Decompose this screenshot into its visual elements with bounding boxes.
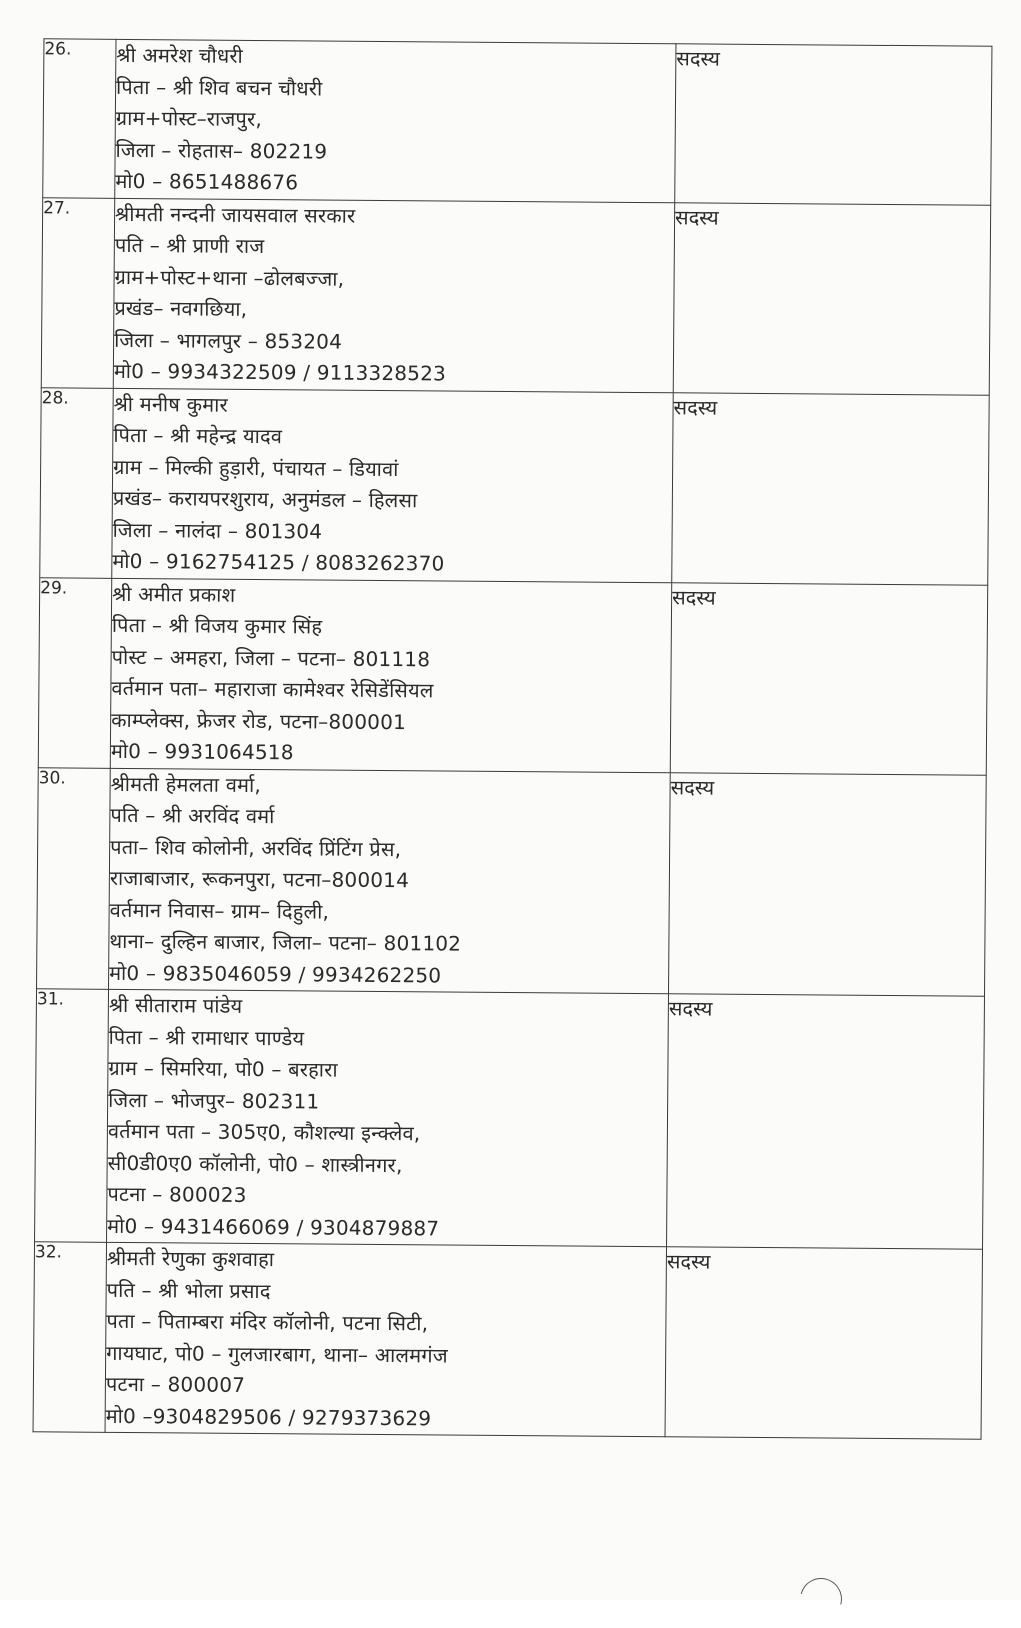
member-detail-line: जिला – भोजपुर– 802311: [108, 1087, 320, 1113]
member-detail-line: पटना – 800023: [107, 1181, 247, 1207]
member-detail-line: प्रखंड– करायपरशुराय, अनुमंडल – हिलसा: [112, 485, 418, 513]
member-detail-line: मो0 – 9162754125 / 8083262370: [112, 548, 445, 576]
member-detail-line: काम्प्लेक्स, फ्रेजर रोड, पटना–800001: [111, 707, 407, 734]
member-detail-line: पिता – श्री शिव बचन चौधरी: [116, 74, 323, 100]
member-name: श्री अमीत प्रकाश: [112, 581, 236, 607]
member-detail-line: पिता – श्री महेन्द्र यादव: [113, 422, 283, 449]
member-role: सदस्य: [670, 582, 987, 774]
member-detail-line: वर्तमान पता – 305ए0, कौशल्या इन्क्लेव,: [107, 1118, 421, 1146]
serial-number: 28.: [40, 387, 113, 578]
member-detail-line: ग्राम – मिल्की हुड़ारी, पंचायत – डियावां: [113, 454, 399, 481]
member-name: श्री सीताराम पांडेय: [108, 992, 243, 1018]
member-details: [112, 388, 673, 582]
member-name: श्री मनीष कुमार: [113, 391, 229, 417]
member-detail-line: पता– शिव कोलोनी, अरविंद प्रिंटिंग प्रेस,: [110, 834, 402, 861]
member-detail-line: पोस्ट – अमहरा, जिला – पटना– 801118: [111, 644, 431, 671]
member-detail-line: पिता – श्री विजय कुमार सिंह: [111, 612, 323, 639]
member-detail-line: सी0डी0ए0 कॉलोनी, पो0 – शास्त्रीनगर,: [107, 1150, 403, 1177]
member-detail-line: पति – श्री प्राणी राज: [114, 232, 265, 259]
member-row: [38, 577, 987, 774]
serial-number: 26.: [43, 39, 116, 198]
member-detail-line: ग्राम – सिमरिया, पो0 – बरहारा: [108, 1055, 338, 1082]
member-details: [107, 989, 669, 1246]
member-detail-line: मो0 – 9931064518: [110, 738, 294, 765]
serial-number: 31.: [35, 989, 109, 1243]
members-table-body: [33, 39, 992, 1439]
member-role: सदस्य: [665, 1247, 982, 1439]
member-role: सदस्य: [672, 392, 989, 584]
member-role: सदस्य: [675, 44, 992, 205]
serial-number: 32.: [33, 1242, 106, 1433]
member-detail-line: वर्तमान पता– महाराजा कामेश्वर रेसिडेंसियल: [111, 675, 434, 703]
member-row: [33, 1242, 982, 1439]
member-name: श्री अमरेश चौधरी: [116, 42, 244, 68]
members-table: [33, 38, 993, 1439]
member-detail-line: पति – श्री भोला प्रसाद: [106, 1277, 271, 1303]
member-detail-line: मो0 – 8651488676: [115, 168, 299, 195]
serial-number: 30.: [37, 767, 111, 989]
member-detail-line: पिता – श्री रामाधार पाण्डेय: [108, 1024, 305, 1050]
member-detail-line: प्रखंड– नवगछिया,: [114, 295, 248, 321]
member-name: श्रीमती नन्दनी जायसवाल सरकार: [115, 201, 356, 228]
member-detail-line: पति – श्री अरविंद वर्मा: [110, 802, 275, 829]
member-detail-line: थाना– दुल्हिन बाजार, जिला– पटना– 801102: [109, 928, 462, 956]
member-detail-line: ग्राम+पोस्ट–राजपुर,: [115, 105, 263, 132]
member-detail-line: मो0 – 9431466069 / 9304879887: [107, 1213, 440, 1240]
partial-stamp-mark: [792, 1570, 849, 1627]
member-name: श्रीमती रेणुका कुशवाहा: [106, 1245, 275, 1272]
member-details: [110, 578, 671, 772]
member-details: [115, 39, 676, 202]
member-row: [37, 767, 987, 996]
member-row: [43, 39, 992, 205]
member-details: [113, 198, 674, 392]
member-name: श्रीमती हेमलता वर्मा,: [110, 771, 262, 797]
member-detail-line: जिला – नालंदा – 801304: [112, 517, 323, 543]
member-detail-line: मो0 – 9934322509 / 9113328523: [113, 358, 447, 386]
serial-number: 29.: [38, 577, 111, 768]
member-detail-line: मो0 –9304829506 / 9279373629: [105, 1403, 432, 1430]
member-detail-line: पता – पिताम्बरा मंदिर कॉलोनी, पटना सिटी,: [106, 1308, 429, 1336]
member-row: [41, 197, 990, 394]
member-detail-line: पटना – 800007: [105, 1371, 246, 1397]
member-role: सदस्य: [673, 202, 990, 394]
member-detail-line: राजाबाजार, रूकनपुरा, पटना–800014: [109, 865, 410, 893]
member-detail-line: मो0 – 9835046059 / 9934262250: [109, 960, 442, 987]
member-row: [35, 989, 985, 1249]
member-detail-line: ग्राम+पोस्ट+थाना –ढोलबज्जा,: [114, 264, 345, 291]
member-detail-line: गायघाट, पो0 – गुलजारबाग, थाना– आलमगंज: [106, 1340, 448, 1368]
member-details: [109, 768, 671, 994]
member-role: सदस्य: [669, 772, 987, 996]
member-role: सदस्य: [667, 994, 985, 1249]
member-detail-line: जिला – भागलपुर – 853204: [114, 327, 343, 354]
serial-number: 27.: [41, 197, 114, 388]
member-detail-line: वर्तमान निवास– ग्राम– दिहुली,: [109, 897, 330, 924]
member-details: [105, 1242, 666, 1436]
member-detail-line: जिला – रोहतास– 802219: [115, 137, 328, 164]
member-row: [40, 387, 989, 584]
